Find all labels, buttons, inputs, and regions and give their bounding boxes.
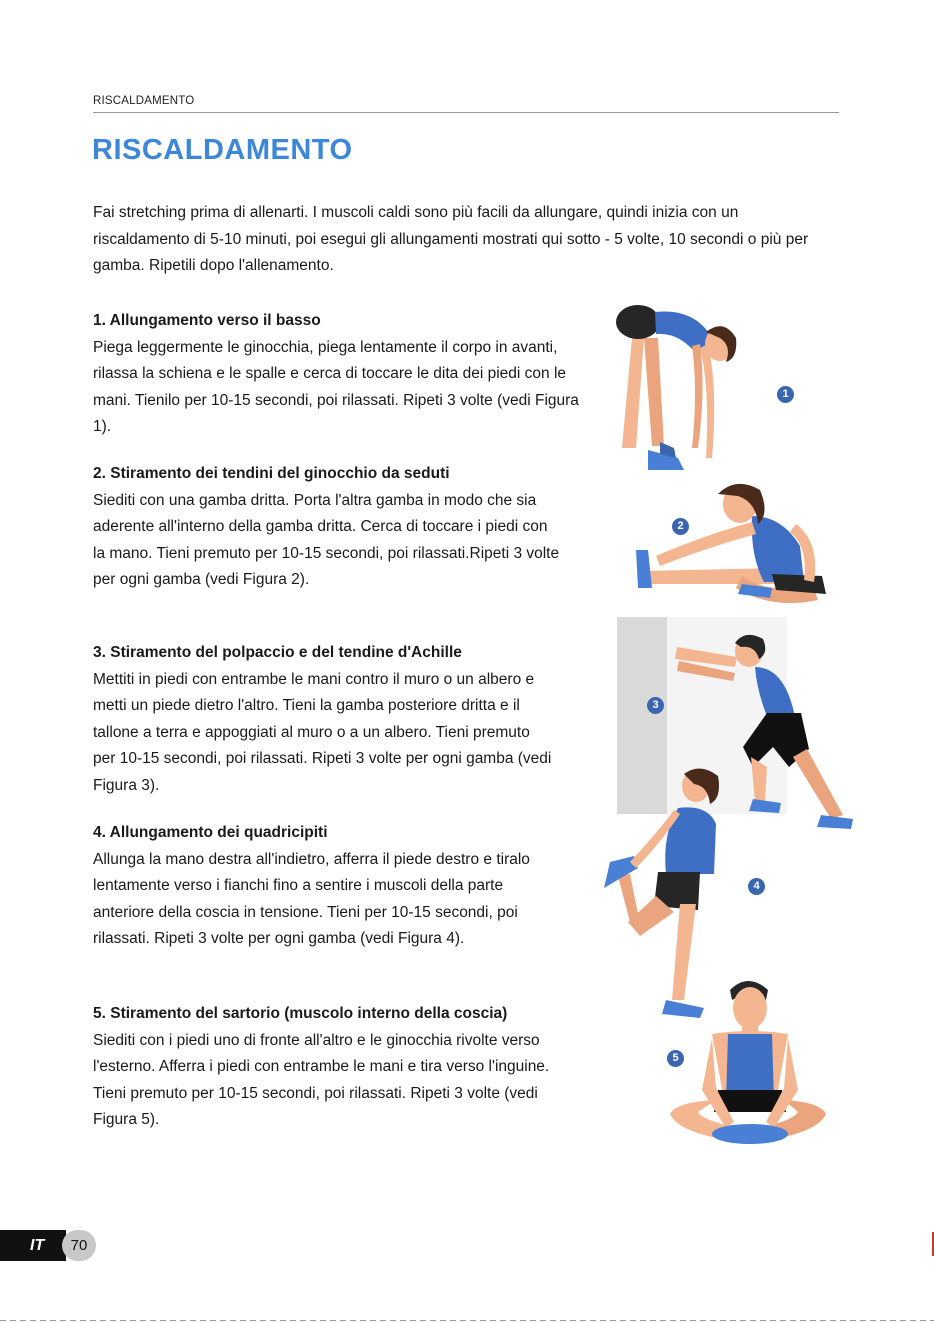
exercise-heading: 1. Allungamento verso il basso <box>93 312 321 329</box>
exercise-body: Siediti con una gamba dritta. Porta l'altra gamba in modo che sia aderente all'interno della gamba dritta. Cerca di toccare i piedi con la mano. Tieni premuto per 10-15 secondi, poi rilassati.Ripeti 3 volte per ogni gamba (vedi Figura 2). <box>93 491 560 588</box>
exercise-section-3 <box>93 640 553 799</box>
figure-number-badge: 3 <box>647 697 664 714</box>
running-header: RISCALDAMENTO <box>93 95 195 107</box>
header-divider <box>93 112 839 113</box>
exercise-section-2 <box>93 461 563 594</box>
exercise-heading: 3. Stiramento del polpaccio e del tendine d'Achille <box>93 644 462 661</box>
exercise-section-1 <box>93 308 588 441</box>
exercise-body: Siediti con i piedi uno di fronte all'altro e le ginocchia rivolte verso l'esterno. Afferra i piedi con entrambe le mani e tira verso l'inguine. Tieni premuto per 10-15 secondi, poi rilassati. Ripeti 3 volte (vedi Figura 5). <box>93 1031 550 1128</box>
exercise-section-5 <box>93 1001 573 1134</box>
exercise-body: Piega leggermente le ginocchia, piega lentamente il corpo in avanti, rilassa la schiena e le spalle e cerca di toccare le dita dei piedi con le mani. Tienilo per 10-15 secondi, poi rilassati. Ripeti 3 volte (vedi Figura 1). <box>93 338 579 435</box>
exercise-body: Allunga la mano destra all'indietro, afferra il piede destro e tiralo lentamente verso i fianchi fino a sentire i muscoli della parte anteriore della coscia in tensione. Tieni per 10-15 secondi, poi rilassati. Ripeti 3 volte per ogni gamba (vedi Figura 4). <box>93 850 530 947</box>
seated-hamstring-stretch-illustration <box>632 476 832 616</box>
butterfly-stretch-illustration <box>668 972 828 1152</box>
figure-number-badge: 4 <box>748 878 765 895</box>
figure-number-badge: 5 <box>667 1050 684 1067</box>
trim-line <box>0 1320 934 1321</box>
page-title: RISCALDAMENTO <box>92 134 353 166</box>
figure-number-badge: 2 <box>672 518 689 535</box>
exercise-heading: 5. Stiramento del sartorio (muscolo interno della coscia) <box>93 1005 508 1022</box>
page-number: 70 <box>62 1230 96 1261</box>
language-tab: IT <box>0 1230 66 1261</box>
forward-bend-illustration <box>600 298 750 478</box>
exercise-heading: 4. Allungamento dei quadricipiti <box>93 824 328 841</box>
exercise-body: Mettiti in piedi con entrambe le mani contro il muro o un albero e metti un piede dietro l'altro. Tieni la gamba posteriore dritta e il tallone a terra e appoggiati al muro o a un albero. Tieni premuto per 10-15 secondi, poi rilassati. Ripeti 3 volte per ogni gamba (vedi Figura 3). <box>93 670 552 794</box>
figure-number-badge: 1 <box>777 386 794 403</box>
intro-paragraph: Fai stretching prima di allenarti. I muscoli caldi sono più facili da allungare, quindi inizia con un riscaldamento di 5-10 minuti, poi esegui gli allungamenti mostrati qui sotto - 5 volte, 10 secondi o più per gamba. Ripetili dopo l'allenamento. <box>93 204 809 274</box>
exercise-heading: 2. Stiramento dei tendini del ginocchio da seduti <box>93 465 450 482</box>
exercise-section-4 <box>93 820 553 953</box>
